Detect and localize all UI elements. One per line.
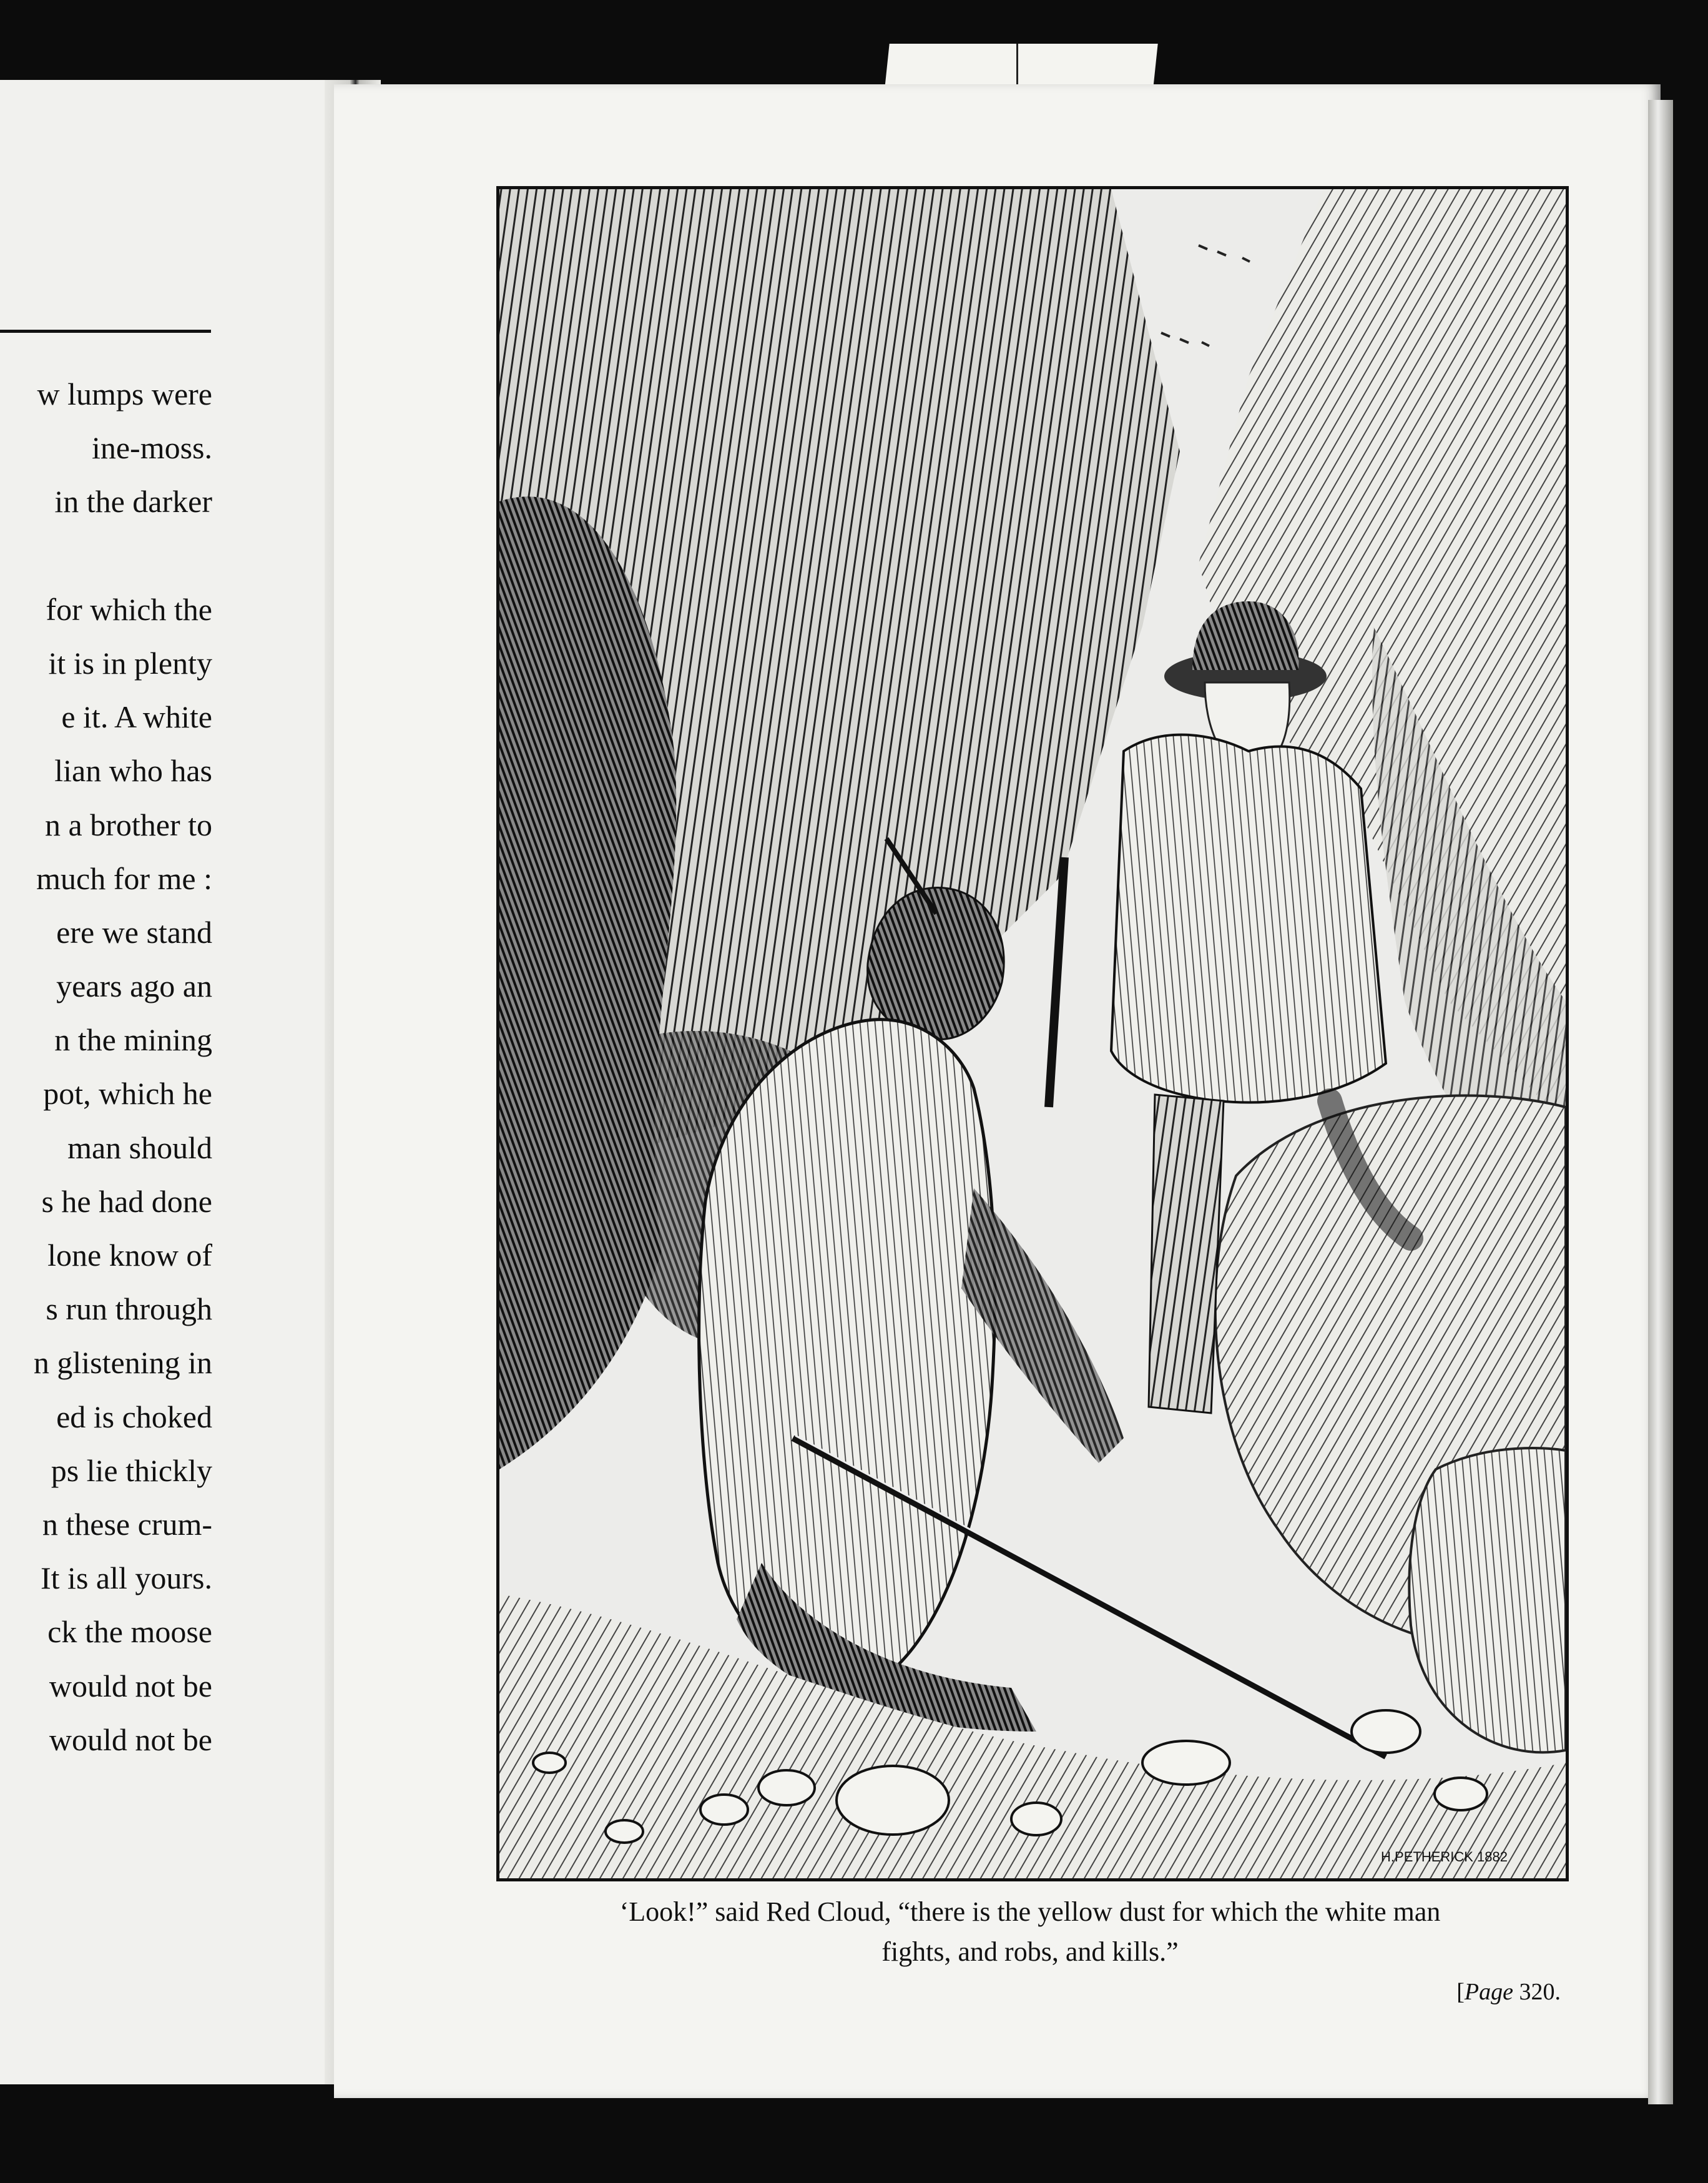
page-ref-number: 320. <box>1513 1979 1561 2005</box>
illustration-caption <box>499 1892 1561 1972</box>
text-line: years ago an <box>56 968 212 1004</box>
text-line: ere we stand <box>56 914 212 950</box>
text-line: n the mining <box>54 1022 212 1058</box>
text-line: ine-moss. <box>91 430 212 466</box>
text-line: it is in plenty <box>48 645 212 681</box>
text-line: for which the <box>46 591 212 627</box>
text-line: lian who has <box>54 753 212 789</box>
text-line: pot, which he <box>43 1076 212 1111</box>
text-line: in the darker <box>54 484 212 520</box>
illustration-signature: H.PETHERICK 1882 <box>1381 1849 1508 1865</box>
page-ref-label: Page <box>1464 1979 1513 2005</box>
text-line: e it. A white <box>61 699 212 735</box>
text-line: would not be <box>49 1668 212 1703</box>
page-reference <box>1398 1978 1561 2006</box>
text-line: ck the moose <box>47 1614 212 1650</box>
text-line: ps lie thickly <box>51 1452 212 1488</box>
text-line: much for me : <box>36 860 212 896</box>
text-line: n glistening in <box>33 1345 212 1381</box>
page-edge <box>1648 100 1673 2104</box>
text-line: n a brother to <box>45 807 212 842</box>
text-line: n these crum- <box>42 1506 212 1542</box>
engraving-illustration <box>496 186 1569 1881</box>
left-page-text <box>0 367 212 1767</box>
text-line: w lumps were <box>37 377 212 411</box>
page-ref-bracket: [ <box>1456 1979 1465 2005</box>
text-line: ed is choked <box>56 1399 212 1434</box>
text-line: It is all yours. <box>41 1560 212 1596</box>
text-line: s run through <box>46 1291 212 1327</box>
left-page-rule <box>0 330 211 333</box>
caption-line-2: fights, and robs, and kills.” <box>881 1936 1179 1967</box>
text-line: s he had done <box>41 1183 212 1219</box>
text-line <box>0 529 212 583</box>
text-line: man should <box>67 1130 212 1165</box>
caption-line-1: ‘Look!” said Red Cloud, “there is the yellow dust for which the white man <box>619 1896 1441 1927</box>
text-line: would not be <box>49 1722 212 1757</box>
tab-mark <box>1016 44 1018 87</box>
text-line: lone know of <box>47 1238 212 1273</box>
